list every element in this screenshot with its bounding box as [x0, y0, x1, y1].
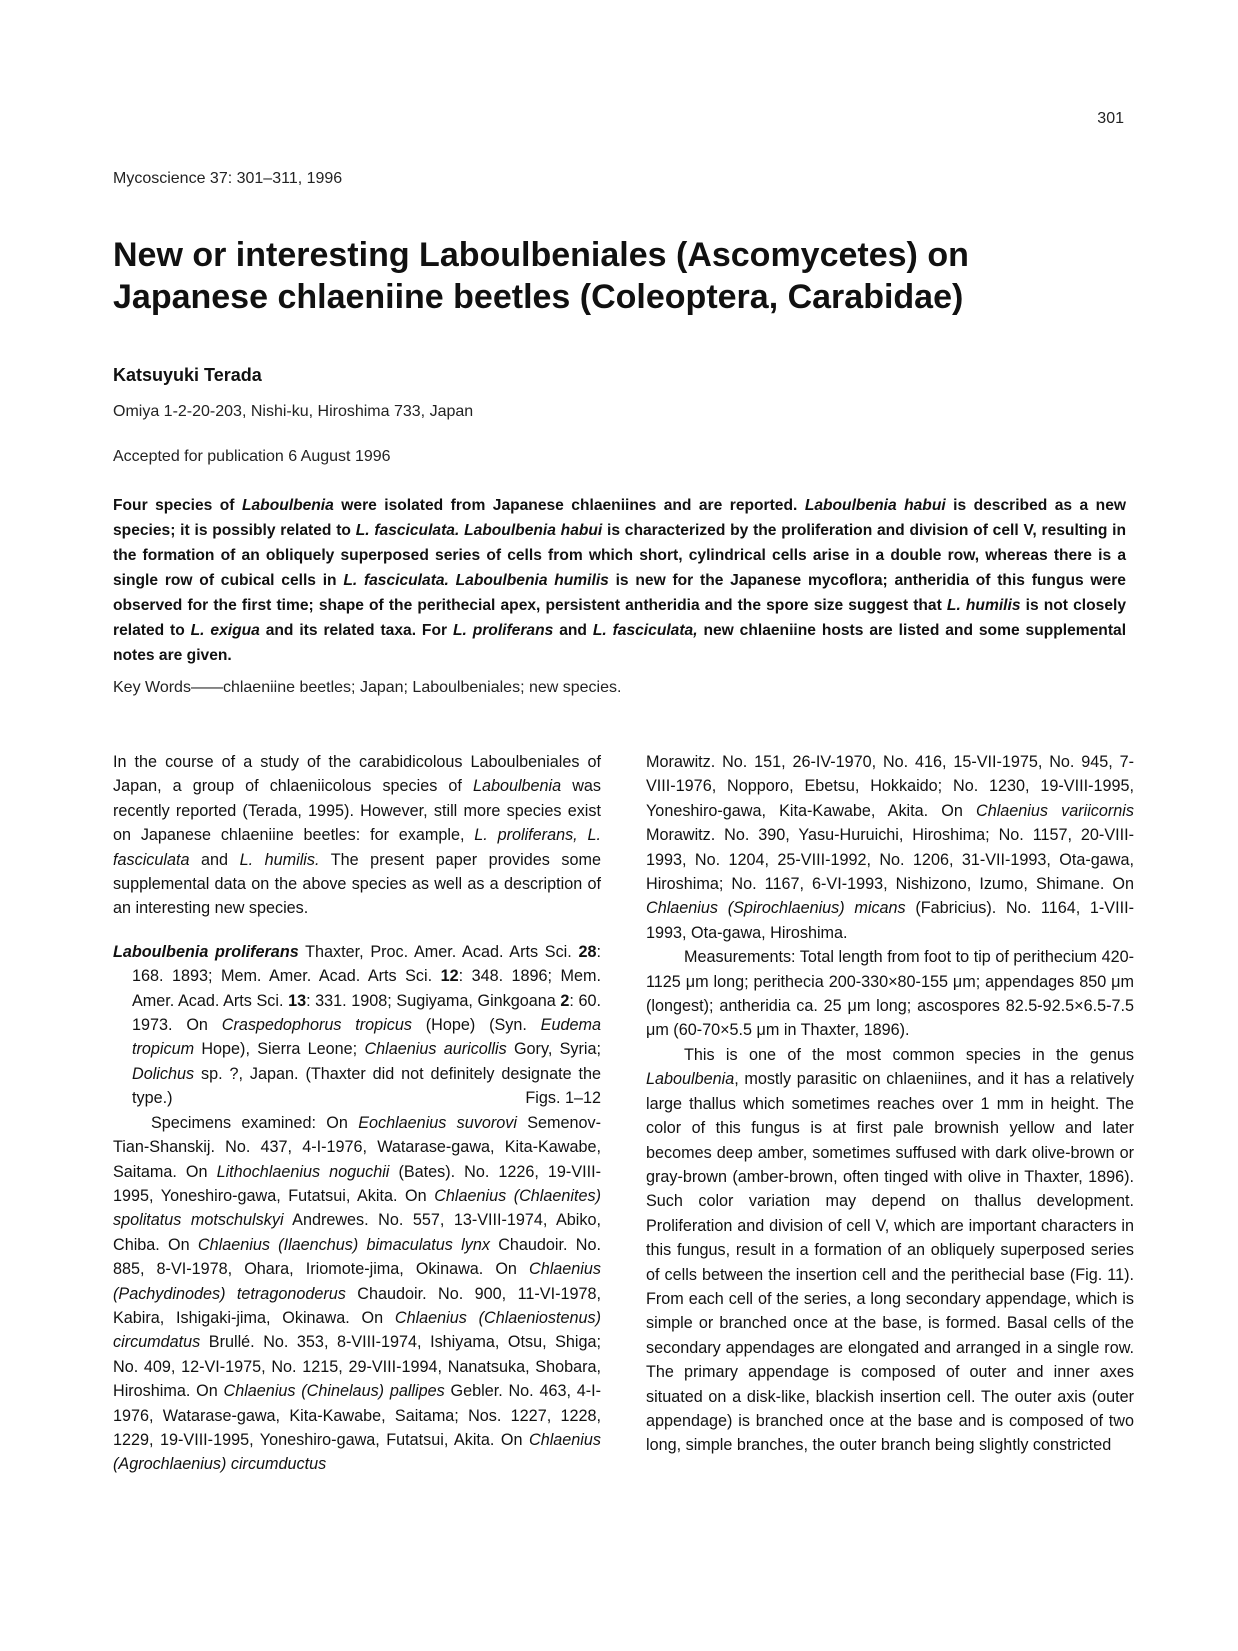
citation-text: : 348. 1896; Mem. Amer. Acad. Arts Sci. [132, 967, 602, 1010]
taxon-name: Chlaenius auricollis [364, 1040, 507, 1059]
citation-text: sp. ?, Japan. (Thaxter did not definitely designate the type.) [132, 1064, 601, 1108]
body-text: Specimens examined: On [151, 1113, 359, 1132]
abstract-taxon: L. fasciculata, [592, 622, 698, 639]
taxon-name: Chlaenius (Agrochlaenius) circumductus [113, 1430, 601, 1474]
measurements-paragraph: Measurements: Total length from foot to tip of perithecium 420-1125 μm long; perithecia 200-330×80-155 μm; appendages 850 μm (longest); antheridia ca. 25 μm long; ascospores 82.5-92.5×6.5-7.5 μm (60-70×5.5 μm in Thaxter, 1896). [646, 948, 1134, 1040]
citation-text: (Hope) (Syn. [411, 1016, 541, 1035]
taxon-name: L. proliferans, L. fasciculata [113, 826, 601, 869]
abstract-text: is described as a new species; it is possibly related to [113, 497, 1126, 539]
author-affiliation: Omiya 1-2-20-203, Nishi-ku, Hiroshima 733, Japan [113, 403, 474, 420]
abstract-text: new chlaeniine hosts are listed and some supplemental notes are given. [113, 622, 1127, 664]
abstract-taxon: Laboulbenia habui [464, 522, 603, 539]
body-text: Gebler. No. 463, 4-I-1976, Watarase-gawa, Kita-Kawabe, Saitama; Nos. 1227, 1228, 1229, 19-VIII-1995, Yoneshiro-gawa, Futatsui, Akita. On [113, 1382, 602, 1449]
abstract-text: is not closely related to [113, 597, 1126, 639]
taxon-name: Chlaenius (Spirochlaenius) micans [646, 899, 906, 918]
left-column [113, 750, 601, 1477]
abstract-text: were isolated from Japanese chlaeniines and are reported. [333, 497, 805, 514]
abstract-taxon: Laboulbenia [241, 497, 334, 514]
abstract-taxon: Laboulbenia habui [804, 497, 946, 514]
volume-number: 12 [440, 967, 459, 986]
taxon-name: Chlaenius (Chinelaus) pallipes [223, 1382, 445, 1401]
specimens-paragraph [113, 1111, 601, 1477]
body-text: , mostly parasitic on chlaeniines, and it has a relatively large thallus which sometimes reaches over 1 mm in height. The color of this fungus is at first pale brownish yellow and later becomes deep amber, sometimes suffused with dark olive-brown or gray-brown (amber-brown, often tinged with olive in Thaxter, 1896). Such color variation may depend on thallus development. Proliferation and division of cell V, which are important characters in this fungus, result in a formation of an obliquely superposed series of cells between the insertion cell and the perithecial base (Fig. 11). From each cell of the series, a long secondary appendage, which is simple or branched once at the base, is formed. Basal cells of the secondary appendages are elongated and arranged in a single row. The primary appendage is composed of outer and inner axes situated on a disk-like, blackish insertion cell. The outer axis (outer appendage) is branched once at the base and is composed of two long, simple branches, the outer branch being slightly constricted [646, 1070, 1134, 1455]
journal-reference: Mycoscience 37: 301–311, 1996 [113, 170, 343, 187]
abstract-text: and its related taxa. For [259, 622, 453, 639]
taxon-name: Chlaenius (Chlaenites) spolitatus motschulskyi [113, 1186, 601, 1230]
abstract-taxon: L. fasciculata. [355, 522, 460, 539]
body-text: (Fabricius). No. 1164, 1-VIII-1993, Ota-gawa, Hiroshima. [646, 899, 1134, 942]
species-heading: Laboulbenia proliferans [113, 942, 299, 961]
accepted-date: Accepted for publication 6 August 1996 [113, 448, 391, 465]
abstract [113, 493, 1126, 668]
body-text: and [189, 850, 240, 869]
abstract-taxon: L. exigua [190, 622, 260, 639]
citation-text: Hope), Sierra Leone; [194, 1040, 365, 1059]
body-text: Chaudoir. No. 885, 8-VI-1978, Ohara, Iriomote-jima, Okinawa. On [113, 1235, 601, 1279]
taxon-name: Laboulbenia [472, 777, 562, 796]
body-text: Morawitz. No. 151, 26-IV-1970, No. 416, 15-VII-1975, No. 945, 7-VIII-1976, Nopporo, Ebetsu, Hokkaido; No. 1230, 19-VIII-1995, Yoneshiro-gawa, Kita-Kawabe, Akita. On [646, 753, 1134, 820]
citation-text: : 331. 1908; Sugiyama, Ginkgoana [306, 991, 561, 1010]
citation-text: : 168. 1893; Mem. Amer. Acad. Arts Sci. [132, 942, 601, 986]
page-number: 301 [1097, 110, 1124, 127]
keywords: Key Words——chlaeniine beetles; Japan; Laboulbeniales; new species. [113, 679, 622, 696]
abstract-text: and [553, 622, 593, 639]
taxon-name: Chlaenius (Chlaeniostenus) circumdatus [113, 1308, 601, 1352]
abstract-taxon: L. proliferans [452, 622, 554, 639]
taxon-name: Laboulbenia [646, 1070, 735, 1089]
abstract-taxon: L. humilis [946, 597, 1021, 614]
article-title: New or interesting Laboulbeniales (Ascomycetes) on Japanese chlaeniine beetles (Coleoptera, Carabidae) [113, 236, 969, 316]
body-text: Morawitz. No. 390, Yasu-Huruichi, Hiroshima; No. 1157, 20-VIII-1993, No. 1204, 25-VIII-1992, No. 1206, 31-VII-1993, Ota-gawa, Hiroshima; No. 1167, 6-VI-1993, Nishizono, Izumo, Shimane. On [646, 826, 1134, 894]
volume-number: 28 [578, 942, 597, 961]
taxon-name: Eochlaenius suvorovi [358, 1113, 517, 1132]
citation-text: : 60. 1973. On [132, 991, 602, 1035]
body-text: was recently reported (Terada, 1995). However, still more species exist on Japanese chlaeniine beetles: for example, [113, 777, 601, 845]
taxon-name: Dolichus [132, 1064, 195, 1083]
volume-number: 2 [560, 991, 570, 1010]
citation-text: Gory, Syria; [506, 1040, 601, 1059]
body-text: Andrewes. No. 557, 13-VIII-1974, Abiko, Chiba. On [113, 1211, 601, 1254]
body-text: Semenov-Tian-Shanskij. No. 437, 4-I-1976, Watarase-gawa, Kita-Kawabe, Saitama. On [113, 1113, 601, 1181]
taxon-name: Lithochlaenius noguchii [216, 1162, 390, 1181]
volume-number: 13 [288, 991, 307, 1010]
body-text: (Bates). No. 1226, 19-VIII-1995, Yoneshiro-gawa, Futatsui, Akita. On [113, 1162, 602, 1205]
taxon-name: Chlaenius variicornis [976, 801, 1134, 820]
species-heading-paragraph [113, 940, 601, 1111]
taxon-name: Eudema tropicum [132, 1016, 601, 1059]
discussion-paragraph [646, 1043, 1134, 1458]
abstract-text: is new for the Japanese mycoflora; antheridia of this fungus were observed for the first time; shape of the perithecial apex, persistent antheridia and the spore size suggest that [113, 572, 1126, 614]
specimens-continued [646, 750, 1134, 945]
abstract-taxon: L. fasciculata. [343, 572, 449, 589]
taxon-name: Chlaenius (Ilaenchus) bimaculatus lynx [197, 1235, 490, 1254]
citation-text: Thaxter, Proc. Amer. Acad. Arts Sci. [298, 942, 579, 961]
taxon-name: Craspedophorus tropicus [221, 1016, 412, 1035]
taxon-name: L. humilis. [239, 850, 320, 869]
author-name: Katsuyuki Terada [113, 365, 262, 385]
figure-reference: Figs. 1–12 [525, 1089, 601, 1108]
abstract-taxon: Laboulbenia humilis [455, 572, 609, 589]
abstract-text: Four species of [113, 497, 242, 514]
body-text: In the course of a study of the carabidicolous Laboulbeniales of Japan, a group of chlaeniicolous species of [113, 753, 601, 796]
body-text: The present paper provides some supplemental data on the above species as well as a description of an interesting new species. [113, 850, 601, 918]
abstract-text [449, 572, 456, 589]
right-column [646, 750, 1134, 1458]
abstract-text: is characterized by the proliferation and division of cell V, resulting in the formation of an obliquely superposed series of cells from which short, cylindrical cells arise in a double row, whereas there is a single row of cubical cells in [113, 522, 1126, 589]
body-text: Chaudoir. No. 900, 11-VI-1978, Kabira, Ishigaki-jima, Okinawa. On [113, 1284, 601, 1327]
body-text: Brullé. No. 353, 8-VIII-1974, Ishiyama, Otsu, Shiga; No. 409, 12-VI-1975, No. 1215, 29-VIII-1994, Nanatsuka, Shobara, Hiroshima. On [113, 1333, 601, 1401]
body-text: This is one of the most common species in the genus [684, 1045, 1134, 1064]
taxon-name: Chlaenius (Pachydinodes) tetragonoderus [113, 1260, 601, 1303]
intro-paragraph [113, 750, 601, 921]
